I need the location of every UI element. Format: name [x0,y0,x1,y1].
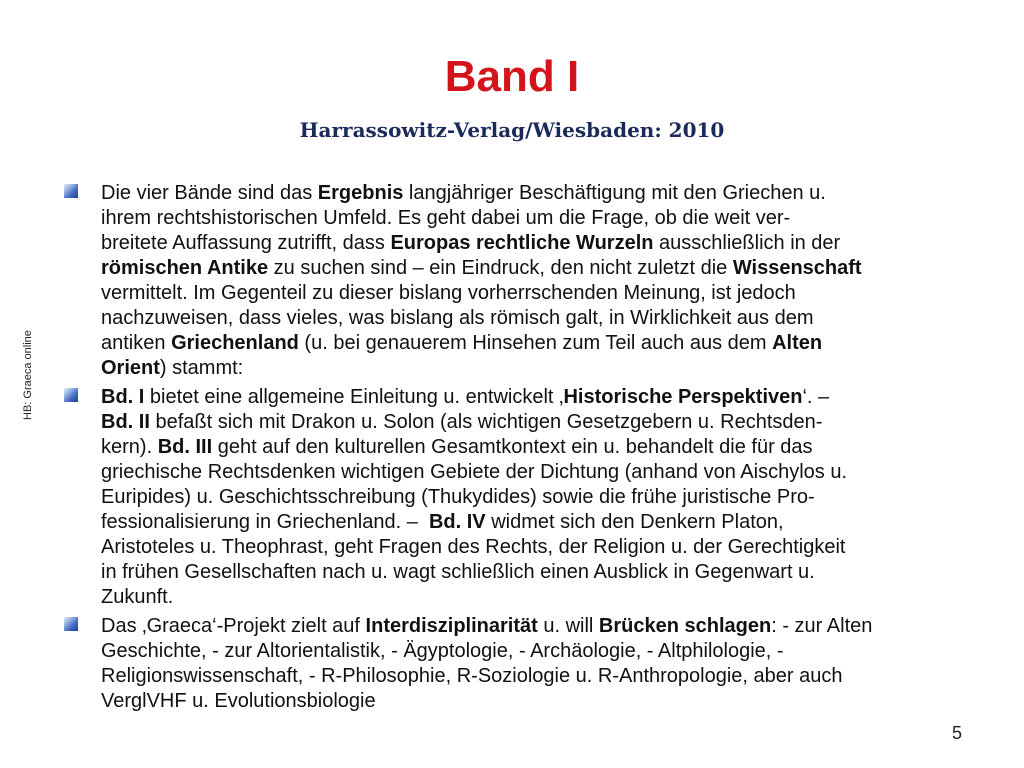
text-segment: fessionalisierung in Griechenland. – [101,511,429,533]
bold-text: Interdisziplinarität [365,615,538,637]
text-segment: Aristoteles u. Theophrast, geht Fragen des Rechts, der Religion u. der Gerechtigkeit [101,536,846,558]
text-line [101,639,984,664]
text-segment: : - zur Alten [771,615,873,637]
text-line [101,585,984,610]
text-line [101,410,984,435]
bullet-square-icon [64,617,78,631]
text-segment: Das ‚Graeca‘-Projekt zielt auf [101,615,366,637]
bullet-item [64,181,984,381]
text-segment: zu suchen sind – ein Eindruck, den nicht zuletzt die [268,257,733,279]
text-segment: bietet eine allgemeine Einleitung u. entwickelt ‚ [144,386,564,408]
page-number: 5 [951,723,962,743]
text-segment: Die vier Bände sind das [101,182,318,204]
text-line [101,281,984,306]
side-label: HB: Graeca online [22,330,34,420]
bold-text: Historische Perspektiven [563,386,803,408]
bullet-item [64,385,984,610]
bold-text: Bd. II [101,411,150,433]
text-line [101,614,984,639]
bold-text: Brücken schlagen [598,615,772,637]
bold-text: Bd. III [157,436,213,458]
text-line [101,560,984,585]
text-line [101,664,984,689]
text-segment: ausschließlich in der [653,232,841,254]
bold-text: Alten [772,332,823,354]
bullet-square-icon [64,184,78,198]
bold-text: Ergebnis [317,182,404,204]
text-line [101,460,984,485]
text-segment: befaßt sich mit Drakon u. Solon (als wichtigen Gesetzgebern u. Rechtsden- [149,411,823,433]
slide-title: Band I [444,52,580,101]
text-segment: in frühen Gesellschaften nach u. wagt schließlich einen Ausblick in Gegenwart u. [101,561,815,583]
text-segment: langjähriger Beschäftigung mit den Griechen u. [403,182,826,204]
text-segment: antiken [101,332,172,354]
text-line [101,510,984,535]
text-segment: Religionswissenschaft, - R-Philosophie, R-Soziologie u. R-Anthropologie, aber auch [101,665,843,687]
slide-subtitle: Harrassowitz-Verlag/Wiesbaden: 2010 [299,118,725,142]
text-line [101,385,984,410]
text-line [101,306,984,331]
text-segment: Euripides) u. Geschichtsschreibung (Thukydides) sowie die frühe juristische Pro- [101,486,815,508]
bullet-item [64,614,984,714]
bullet-list [64,181,984,718]
text-segment: ihrem rechtshistorischen Umfeld. Es geht dabei um die Frage, ob die weit ver- [101,207,791,229]
text-line [101,435,984,460]
text-line [101,206,984,231]
text-line [101,256,984,281]
bullet-text [101,614,984,714]
text-segment: (u. bei genauerem Hinsehen zum Teil auch aus dem [298,332,773,354]
bullet-text [101,385,984,610]
text-segment: geht auf den kulturellen Gesamtkontext ein u. behandelt die für das [212,436,813,458]
text-line [101,485,984,510]
text-line [101,231,984,256]
text-segment: u. will [537,615,599,637]
text-segment: vermittelt. Im Gegenteil zu dieser bislang vorherrschenden Meinung, ist jedoch [101,282,796,304]
text-segment: ) stammt: [159,357,244,379]
text-line [101,331,984,356]
bold-text: Griechenland [171,332,299,354]
bold-text: Bd. IV [428,511,486,533]
text-segment: ‘. – [802,386,830,408]
text-segment: griechische Rechtsdenken wichtigen Gebiete der Dichtung (anhand von Aischylos u. [101,461,847,483]
text-segment: breitete Auffassung zutrifft, dass [101,232,391,254]
bold-text: Bd. I [101,386,145,408]
bold-text: Orient [101,357,160,379]
bold-text: Wissenschaft [732,257,862,279]
text-segment: kern). [101,436,158,458]
text-segment: Geschichte, - zur Altorientalistik, - Ägyptologie, - Archäologie, - Altphilologie, - [101,640,784,662]
text-segment: widmet sich den Denkern Platon, [485,511,784,533]
text-line [101,356,984,381]
text-line [101,181,984,206]
bold-text: römischen Antike [101,257,269,279]
text-line [101,535,984,560]
text-segment: Zukunft. [101,586,174,608]
text-line [101,689,984,714]
text-segment: VerglVHF u. Evolutionsbiologie [101,690,376,712]
bullet-text [101,181,984,381]
bullet-square-icon [64,388,78,402]
text-segment: nachzuweisen, dass vieles, was bislang als römisch galt, in Wirklichkeit aus dem [101,307,814,329]
bold-text: Europas rechtliche Wurzeln [390,232,654,254]
